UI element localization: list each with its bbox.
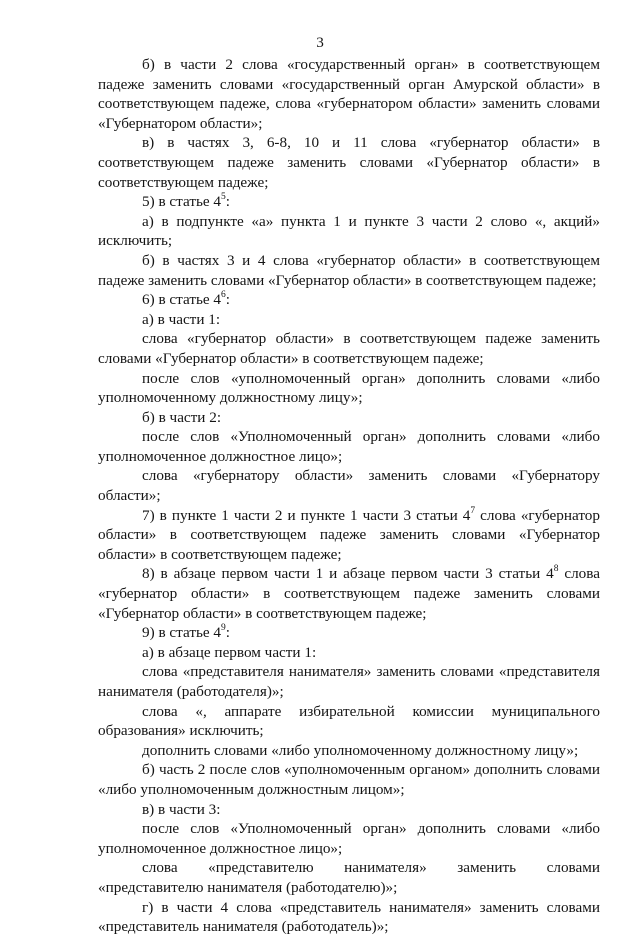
paragraph-text: дополнить словами «либо уполномоченному должностному лицу»; <box>142 741 579 759</box>
paragraph-text: слова «губернатор области» в соответствующем падеже заменить словами «Губернатор области» в соответствующем падеже; <box>98 506 600 563</box>
paragraph <box>98 310 600 330</box>
paragraph <box>98 858 600 897</box>
paragraph-text: в) в части 3: <box>142 800 221 818</box>
paragraph-text: а) в абзаце первом части 1: <box>142 643 317 661</box>
paragraph-text: после слов «Уполномоченный орган» дополнить словами «либо уполномоченное должностное лицо»; <box>98 428 600 465</box>
paragraph <box>98 329 600 368</box>
paragraph-text: 7) в пункте 1 части 2 и пункте 1 части 3 статьи 4 <box>142 506 471 524</box>
paragraph-text: слова «, аппарате избирательной комиссии муниципального образования» исключить; <box>98 702 600 740</box>
paragraph <box>98 819 600 858</box>
article-superscript: 5 <box>221 192 226 203</box>
paragraph-text: слова «губернатор области» в соответствующем падеже заменить словами «Губернатор области» в соответствующем падеже; <box>98 330 600 367</box>
paragraph-text: 8) в абзаце первом части 1 и абзаце первом части 3 статьи 4 <box>142 565 554 583</box>
paragraph <box>98 898 600 937</box>
paragraph-text: после слов «уполномоченный орган» дополнить словами «либо уполномоченному должностному лицу»; <box>98 369 600 407</box>
paragraph <box>98 800 600 820</box>
paragraph <box>98 623 600 643</box>
page-number: 3 <box>316 34 324 51</box>
paragraph-text: слова «представителю нанимателя» заменить словами «представителю нанимателя (работодателю)»; <box>98 859 600 896</box>
paragraph-text: б) в части 2: <box>142 408 222 426</box>
paragraph <box>98 251 600 290</box>
article-superscript: 6 <box>221 290 226 301</box>
paragraph-text: а) в части 1: <box>142 310 221 328</box>
article-superscript: 9 <box>221 623 226 634</box>
paragraph <box>98 192 600 212</box>
article-superscript: 8 <box>553 564 559 575</box>
paragraph-text: 6) в статье 4 <box>142 291 222 309</box>
paragraph <box>98 760 600 799</box>
paragraph-text: 9) в статье 4 <box>142 624 222 642</box>
paragraph-text: слова «представителя нанимателя» заменить словами «представителя нанимателя (работодателя)»; <box>98 663 600 700</box>
paragraph-text: после слов «Уполномоченный орган» дополнить словами «либо уполномоченное должностное лицо»; <box>98 820 600 857</box>
paragraph-text: слова «губернатору области» заменить словами «Губернатору области»; <box>98 467 600 505</box>
paragraph <box>98 133 600 192</box>
paragraph-text: б) в частях 3 и 4 слова «губернатор области» в соответствующем падеже заменить словами «Губернатор области» в соответствующем падеже; <box>98 251 600 289</box>
paragraph <box>98 212 600 251</box>
paragraph-text: : <box>225 624 231 642</box>
document-body <box>98 55 600 937</box>
paragraph <box>98 662 600 701</box>
article-superscript: 7 <box>470 505 476 516</box>
paragraph <box>98 643 600 663</box>
paragraph-text: 5) в статье 4 <box>142 193 222 211</box>
paragraph <box>98 564 600 623</box>
paragraph <box>98 427 600 466</box>
paragraph <box>98 369 600 408</box>
paragraph-text: : <box>225 193 231 211</box>
paragraph <box>98 466 600 505</box>
paragraph-text: слова «губернатор области» в соответствующем падеже заменить словами «Губернатор области» в соответствующем падеже; <box>98 565 600 622</box>
paragraph <box>98 290 600 310</box>
paragraph-text: б) в части 2 слова «государственный орган» в соответствующем падеже заменить словами «государственный орган Амурской области» в соответствующем падеже, слова «губернатором области» заменить словами «Губернатором области»; <box>98 56 600 132</box>
paragraph <box>98 506 600 565</box>
paragraph <box>98 55 600 133</box>
paragraph-text: а) в подпункте «а» пункта 1 и пункте 3 части 2 слово «, акций» исключить; <box>98 212 600 250</box>
paragraph-text: : <box>225 291 231 309</box>
paragraph-text: б) часть 2 после слов «уполномоченным органом» дополнить словами «либо уполномоченным должностным лицом»; <box>98 761 600 798</box>
paragraph <box>98 702 600 741</box>
paragraph <box>98 408 600 428</box>
paragraph-text: в) в частях 3, 6-8, 10 и 11 слова «губернатор области» в соответствующем падеже заменить словами «Губернатор области» в соответствующем падеже; <box>98 134 600 191</box>
paragraph-text: г) в части 4 слова «представитель нанимателя» заменить словами «представитель нанимателя (работодатель)»; <box>98 898 600 936</box>
paragraph <box>98 741 600 761</box>
